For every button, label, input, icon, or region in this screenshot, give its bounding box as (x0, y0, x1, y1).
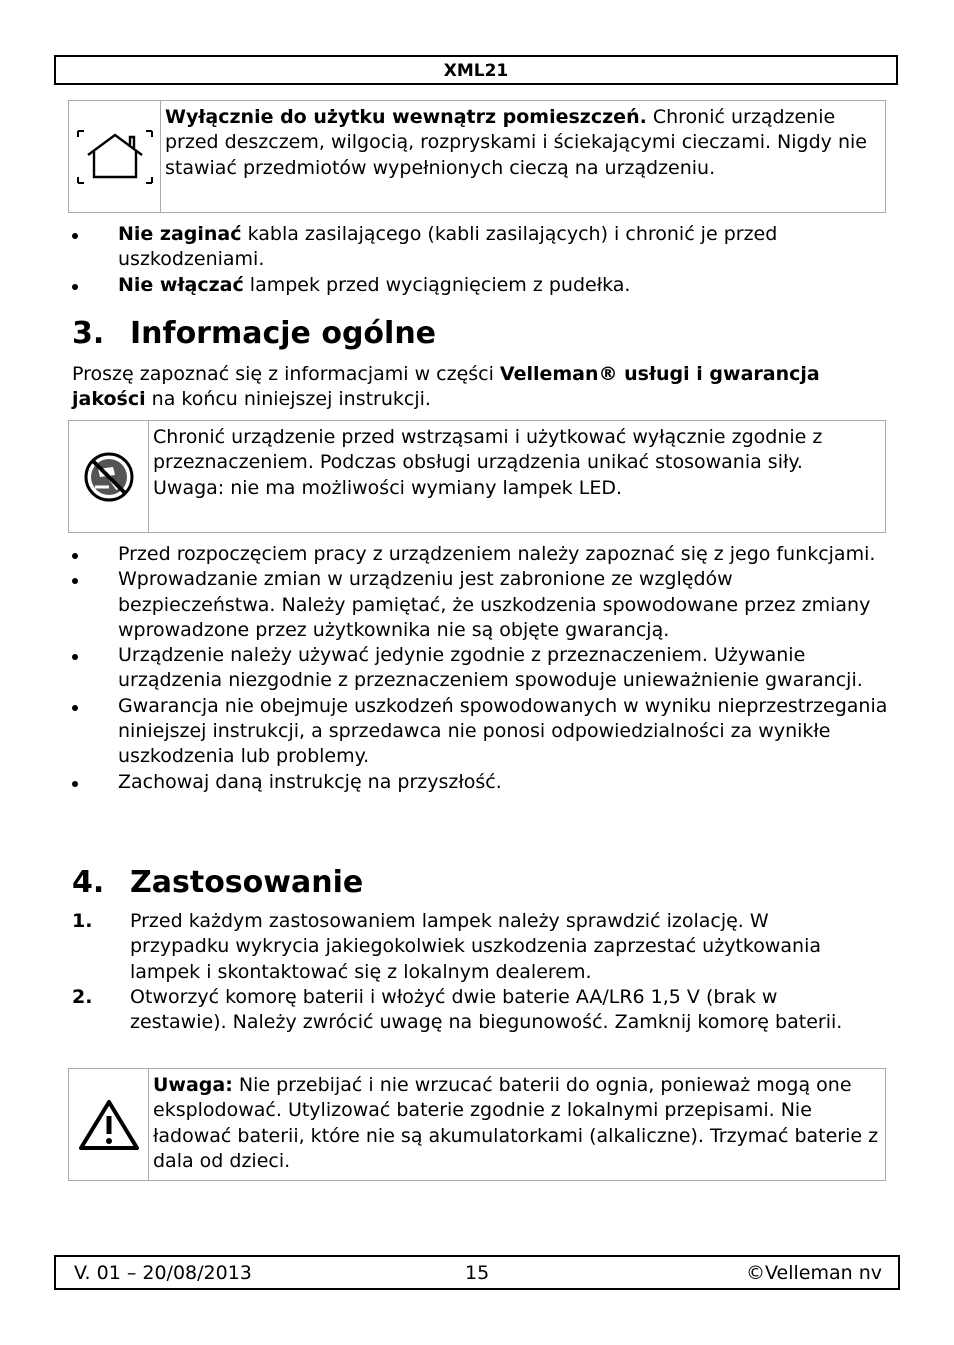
section-number: 4. (72, 865, 105, 900)
step-text: Przed każdym zastosowaniem lampek należy sprawdzić izolację. W przypadku wykrycia jakiegokolwiek uszkodzenia zaprzestać użytkowania lampek i skontaktować się z lokalnym dealerem. (130, 910, 821, 983)
list-item: Zachowaj daną instrukcję na przyszłość. (68, 770, 888, 795)
notice-battery-body: Nie przebijać i nie wrzucać baterii do ognia, ponieważ mogą one eksplodować. Utylizować baterie zgodnie z lokalnymi przepisami. Nie ładować baterii, które nie są akumulatorkami (alkaliczne). Trzymać baterie z dala od dzieci. (153, 1074, 879, 1172)
warning-triangle-icon (78, 1099, 140, 1151)
notice-indoor-use (68, 100, 886, 213)
shock-icon-cell (69, 421, 149, 532)
list-item: Przed rozpoczęciem pracy z urządzeniem należy zapoznać się z jego funkcjami. (68, 542, 888, 567)
notice-battery (68, 1068, 886, 1181)
section-title: Informacje ogólne (130, 316, 437, 351)
indoor-use-house-icon (76, 127, 154, 187)
list-item-bold: Nie zaginać (118, 223, 242, 245)
notice-shock (68, 420, 886, 533)
intro-text: Proszę zapoznać się z informacjami w części (72, 363, 500, 385)
notice-indoor-body: Chronić urządzenie przed deszczem, wilgocią, rozpryskami i ściekającymi cieczami. Nigdy nie stawiać przedmiotów wypełnionych cieczą na urządzeniu. (165, 106, 867, 179)
section-4-heading (72, 866, 363, 900)
model-number: XML21 (443, 61, 509, 81)
step-number: 1. (72, 910, 93, 932)
no-shock-hammer-icon (83, 451, 135, 503)
list-item: Wprowadzanie zmian w urządzeniu jest zabronione ze względów bezpieczeństwa. Należy pamiętać, że uszkodzenia spowodowane przez zmiany wprowadzone przez użytkownika nie są objęte gwarancją. (68, 567, 888, 643)
footer-page-number: 15 (465, 1262, 490, 1284)
notice-shock-line2: Uwaga: nie ma możliwości wymiany lampek LED. (153, 476, 622, 499)
list-item: Urządzenie należy używać jedynie zgodnie z przeznaczeniem. Używanie urządzenia niezgodnie z przeznaczeniem spowoduje unieważnienie gwarancji. (68, 643, 888, 694)
notice-shock-line1: Chronić urządzenie przed wstrząsami i użytkować wyłącznie zgodnie z przeznaczeniem. Podczas obsługi urządzenia unikać stosowania siły. (153, 426, 823, 474)
section-title: Zastosowanie (130, 865, 364, 900)
list-item: Gwarancja nie obejmuje uszkodzeń spowodowanych w wyniku nieprzestrzegania niniejszej instrukcji, a sprzedawca nie ponosi odpowiedzialności za wynikłe uszkodzenia lub problemy. (68, 694, 888, 770)
list-item-text: kabla zasilającego (kabli zasilających) i chronić je przed uszkodzeniami. (118, 223, 778, 271)
intro-bold: Velleman® usługi i gwarancja jakości (72, 363, 820, 411)
warning-icon-cell (69, 1069, 149, 1180)
bullet-list-top (68, 222, 888, 298)
footer-copyright: ©Velleman nv (746, 1262, 882, 1284)
section-number: 3. (72, 316, 105, 351)
list-item-text: lampek przed wyciągnięciem z pudełka. (243, 273, 631, 296)
page-footer (54, 1255, 900, 1290)
step-text: Otworzyć komorę baterii i włożyć dwie baterie AA/LR6 1,5 V (brak w zestawie). Należy zwrócić uwagę na biegunowość. Zamknij komorę baterii. (130, 985, 843, 1034)
list-item-bold: Nie włączać (118, 273, 244, 296)
list-item (68, 222, 888, 273)
notice-indoor-text (161, 101, 885, 212)
step-item (72, 909, 872, 985)
notice-battery-text (149, 1069, 885, 1180)
notice-indoor-bold: Wyłącznie do użytku wewnątrz pomieszczeń. (165, 106, 647, 128)
steps-list (72, 909, 872, 1035)
footer-version: V. 01 – 20/08/2013 (74, 1262, 252, 1284)
notice-shock-text (149, 421, 885, 532)
bullet-list-general (68, 542, 888, 795)
page-header (54, 55, 898, 85)
list-item (68, 273, 888, 298)
section-3-intro (72, 362, 832, 413)
step-item (72, 985, 872, 1036)
section-3-heading (72, 317, 436, 351)
intro-text-end: na końcu niniejszej instrukcji. (145, 388, 431, 411)
step-number: 2. (72, 985, 93, 1008)
house-icon-cell (69, 101, 161, 212)
notice-battery-bold: Uwaga: (153, 1074, 233, 1096)
